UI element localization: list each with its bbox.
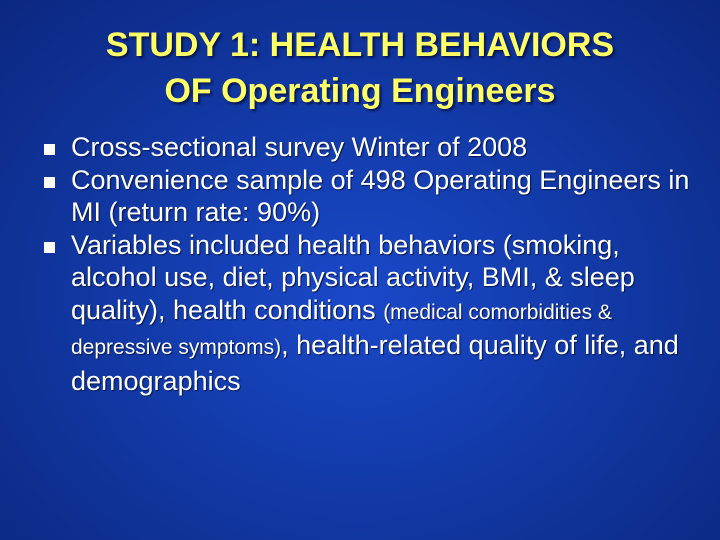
square-bullet-icon	[44, 177, 55, 188]
bullet-list	[44, 131, 694, 397]
square-bullet-icon	[44, 242, 55, 253]
title-line-1: STUDY 1: HEALTH BEHAVIORS	[105, 26, 615, 64]
bullet-text-part: , health-related quality of life, and demographics	[71, 330, 679, 396]
bullet-item	[44, 131, 694, 164]
title-line-2: OF Operating Engineers	[164, 72, 556, 110]
bullet-item	[44, 229, 694, 398]
bullet-item	[44, 164, 694, 229]
square-bullet-icon	[44, 144, 55, 155]
slide-title	[20, 22, 700, 114]
bullet-text-part: Variables included health behaviors (smoking, alcohol use, diet, physical activity, BMI, & sleep quality), health conditions	[71, 229, 635, 325]
bullet-text: Cross-sectional survey Winter of 2008	[71, 132, 528, 162]
bullet-text-small: (medical comorbidities & depressive symptoms)	[71, 300, 612, 359]
bullet-text: Convenience sample of 498 Operating Engineers in MI (return rate: 90%)	[71, 164, 690, 227]
